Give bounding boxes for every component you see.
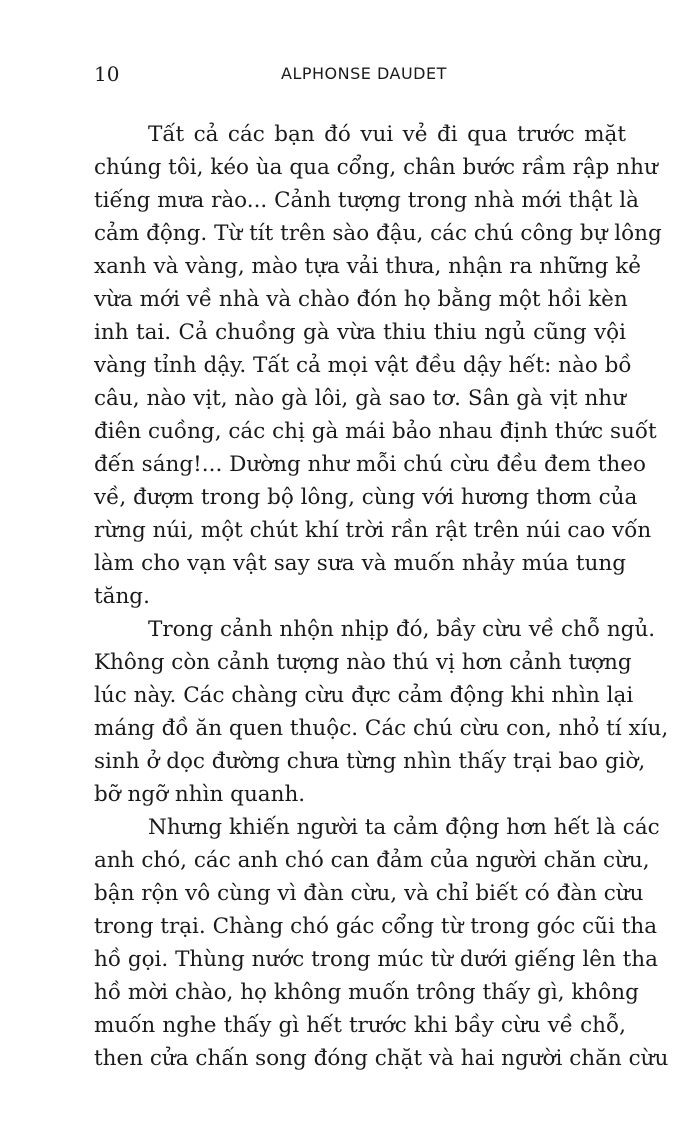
text-line: Tất cả các bạn đó vui vẻ đi qua trước mặt — [148, 122, 626, 147]
text-line: xanh và vàng, mào tựa vải thưa, nhận ra những kẻ — [94, 254, 641, 279]
paragraph-1 — [94, 118, 662, 613]
text-line: hồ gọi. Thùng nước trong múc từ dưới giếng lên tha — [94, 947, 658, 972]
text-line: bận rộn vô cùng vì đàn cừu, và chỉ biết có đàn cừu — [94, 881, 644, 906]
text-line: lúc này. Các chàng cừu đực cảm động khi nhìn lại — [94, 683, 634, 708]
text-line: tiếng mưa rào... Cảnh tượng trong nhà mới thật là — [94, 188, 639, 213]
text-line: chúng tôi, kéo ùa qua cổng, chân bước rầm rập như — [94, 155, 658, 180]
text-line: hồ mời chào, họ không muốn trông thấy gì, không — [94, 980, 639, 1005]
text-line: inh tai. Cả chuồng gà vừa thiu thiu ngủ cũng vội — [94, 320, 626, 345]
paragraph-2 — [94, 613, 669, 811]
text-line: điên cuồng, các chị gà mái bảo nhau định thức suốt — [94, 419, 657, 444]
page-header — [94, 62, 626, 92]
body-text — [94, 118, 669, 1075]
text-line: sinh ở dọc đường chưa từng nhìn thấy trại bao giờ, — [94, 749, 646, 774]
text-line: Nhưng khiến người ta cảm động hơn hết là các — [148, 815, 660, 840]
text-line: Không còn cảnh tượng nào thú vị hơn cảnh tượng — [94, 650, 632, 675]
text-line: then cửa chấn song đóng chặt và hai người chăn cừu — [94, 1046, 669, 1071]
paragraph-3 — [94, 811, 669, 1075]
page-number: 10 — [94, 62, 120, 86]
text-line: Trong cảnh nhộn nhịp đó, bầy cừu về chỗ ngủ. — [148, 617, 656, 642]
text-line: muốn nghe thấy gì hết trước khi bầy cừu về chỗ, — [94, 1013, 626, 1038]
text-line: vàng tỉnh dậy. Tất cả mọi vật đều dậy hết: nào bồ — [94, 353, 632, 378]
text-line: câu, nào vịt, nào gà lôi, gà sao tơ. Sân gà vịt như — [94, 386, 626, 411]
text-line: trong trại. Chàng chó gác cổng từ trong góc cũi tha — [94, 914, 658, 939]
text-line: cảm động. Từ tít trên sào đậu, các chú công bự lông — [94, 221, 662, 246]
text-line: anh chó, các anh chó can đảm của người chăn cừu, — [94, 848, 650, 873]
text-line: tăng. — [94, 584, 150, 609]
text-line: làm cho vạn vật say sưa và muốn nhảy múa tung — [94, 551, 626, 576]
text-line: máng đồ ăn quen thuộc. Các chú cừu con, nhỏ tí xíu, — [94, 716, 669, 741]
text-line: rừng núi, một chút khí trời rần rật trên núi cao vốn — [94, 518, 652, 543]
running-head: ALPHONSE DAUDET — [281, 64, 447, 83]
text-line: về, đượm trong bộ lông, cùng với hương thơm của — [94, 485, 638, 510]
text-line: vừa mới về nhà và chào đón họ bằng một hồi kèn — [94, 287, 628, 312]
text-line: bỡ ngỡ nhìn quanh. — [94, 782, 306, 807]
text-line: đến sáng!... Dường như mỗi chú cừu đều đem theo — [94, 452, 646, 477]
